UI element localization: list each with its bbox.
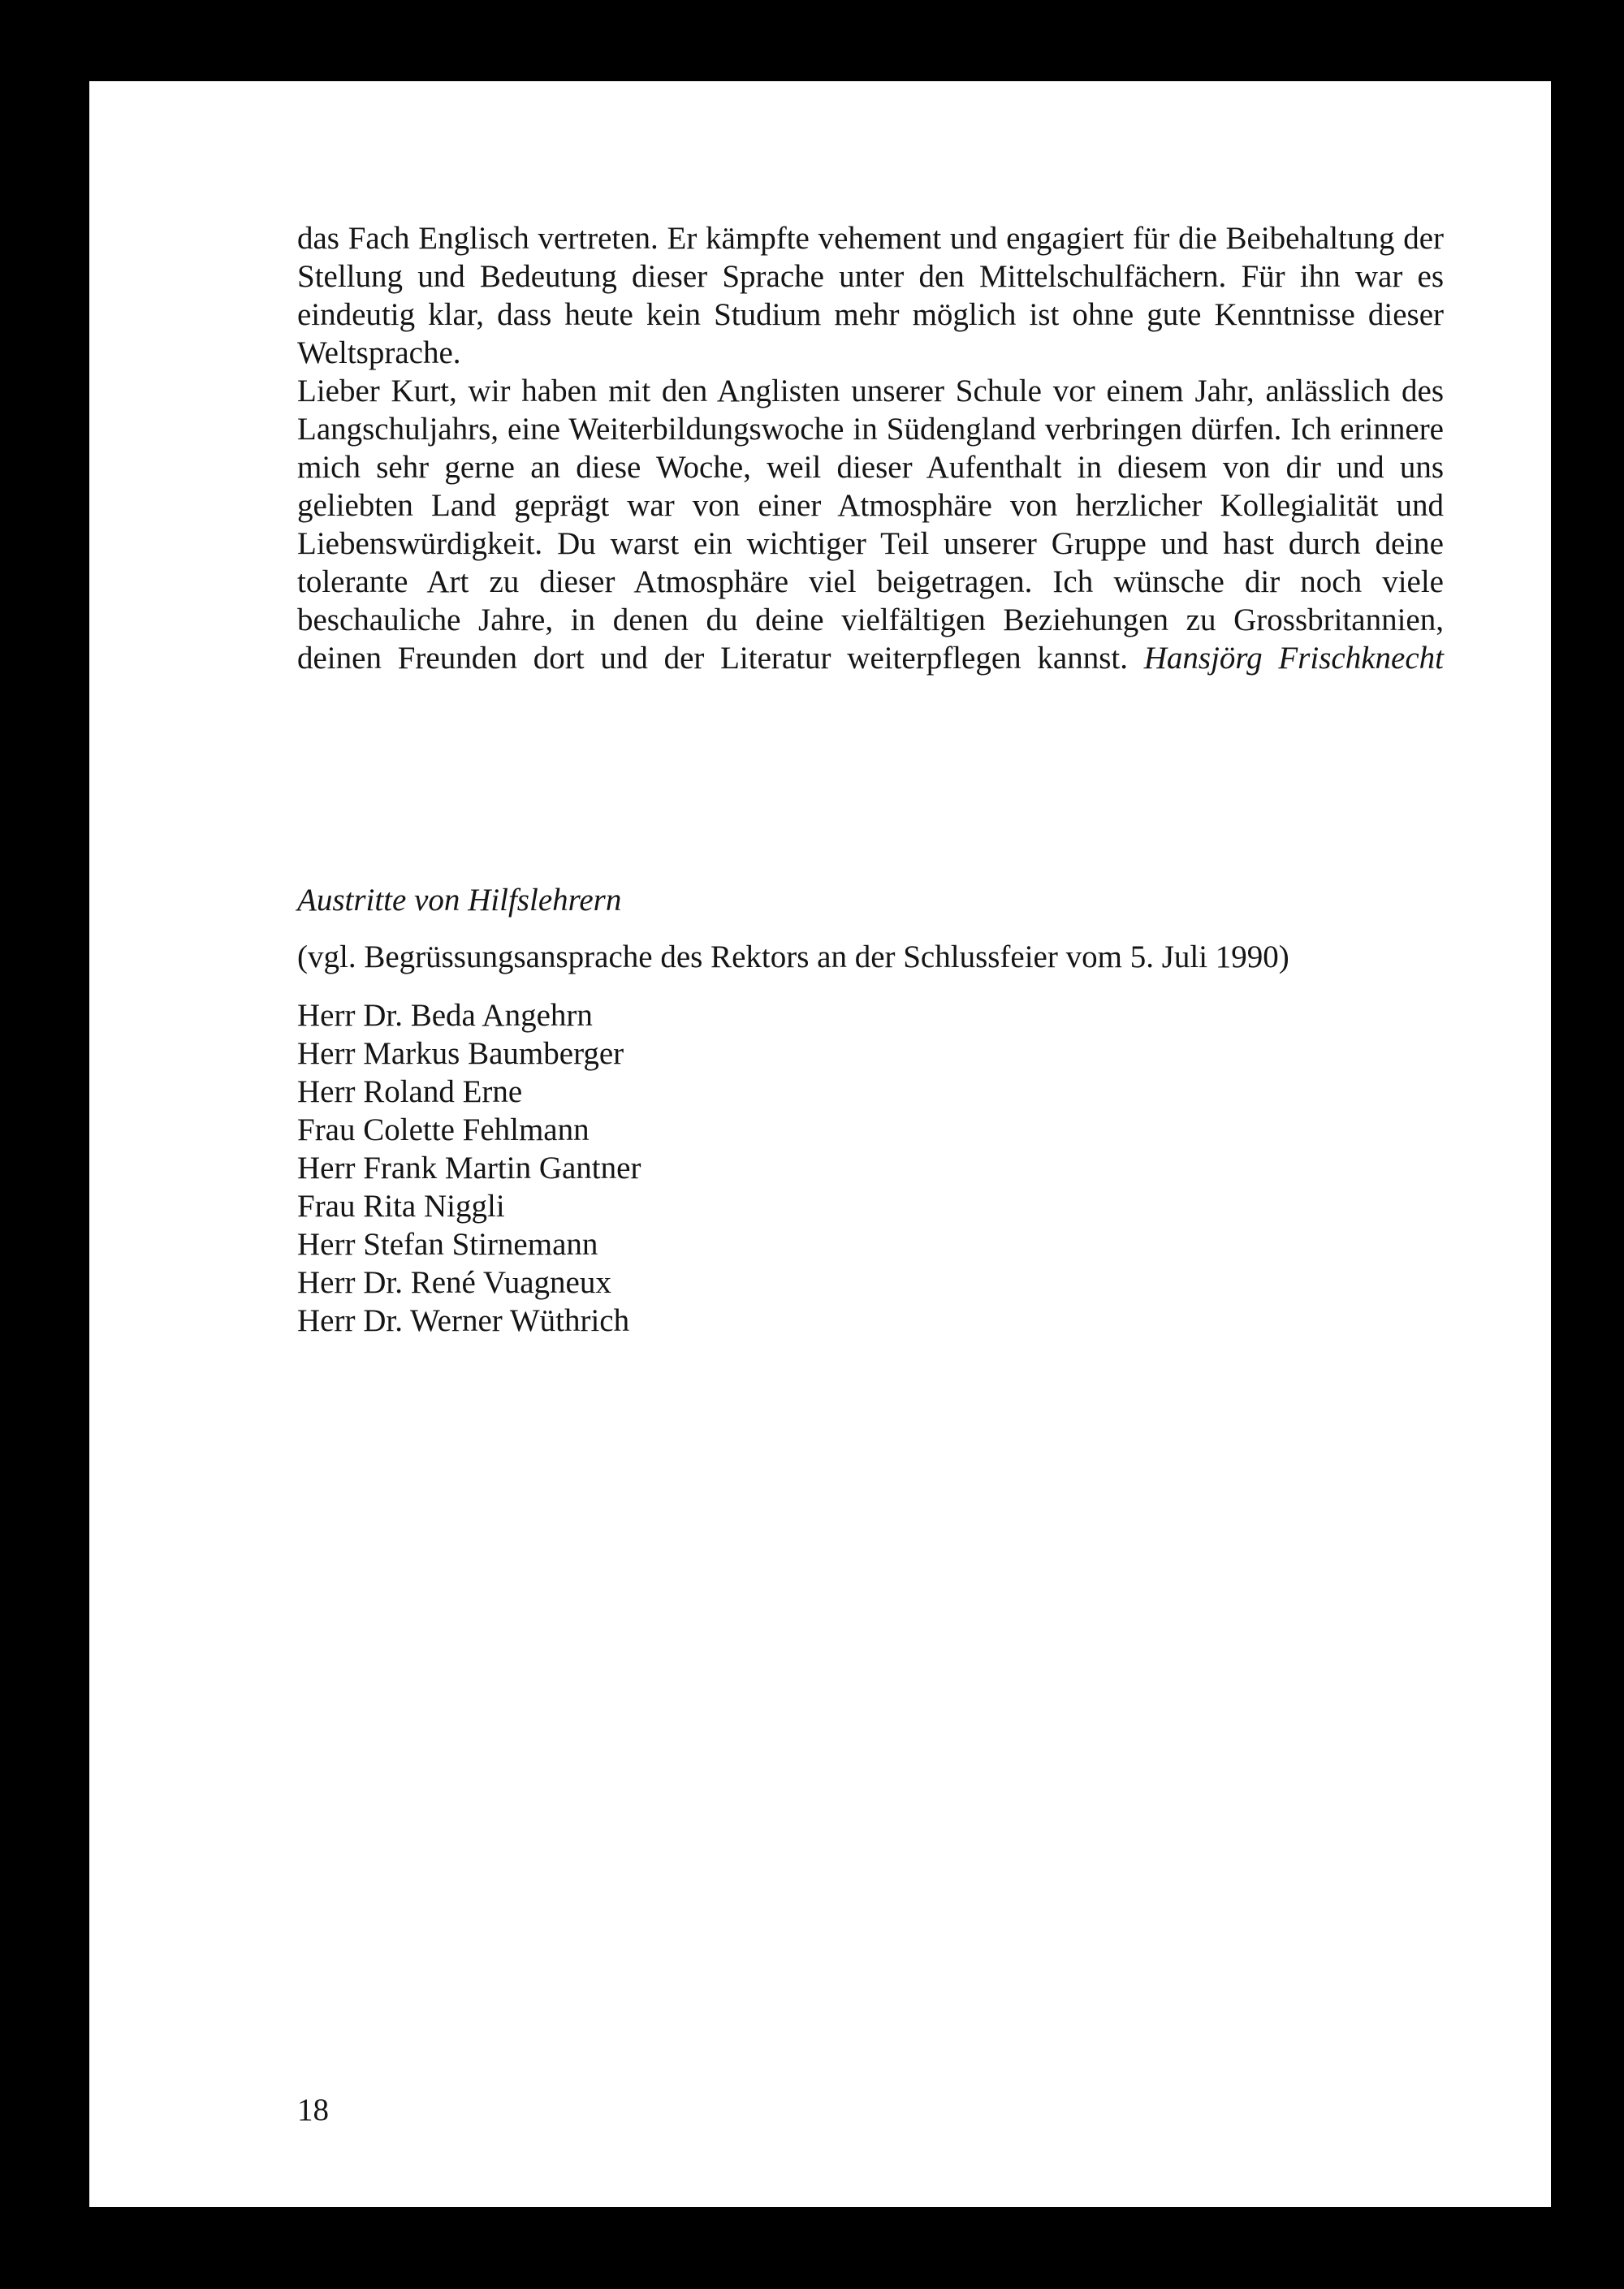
names-list [297, 996, 641, 1340]
list-item: Herr Dr. René Vuagneux [297, 1265, 611, 1300]
page-number: 18 [297, 2092, 329, 2127]
body-text [297, 219, 1444, 677]
paragraph-2 [297, 372, 1444, 677]
section-heading: Austritte von Hilfslehrern [297, 883, 622, 918]
paragraph-2-text: Lieber Kurt, wir haben mit den Anglisten unserer Schule vor einem Jahr, anlässlich des Langschuljahrs, eine Weiterbildungswoche in Südengland verbringen dürfen. Ich erinnere mich sehr gerne an diese Woche, weil dieser Aufenthalt in diesem von dir und uns geliebten Land geprägt war von einer Atmosphäre von herzlicher Kollegialität und Liebenswürdigkeit. Du warst ein wichtiger Teil unserer Gruppe und hast durch deine tolerante Art zu dieser Atmosphäre viel beigetragen. Ich wünsche dir noch viele beschauliche Jahre, in denen du deine vielfältigen Beziehungen zu Grossbritannien, deinen Freunden dort und der Literatur weiterpflegen kannst. [297, 374, 1444, 676]
paragraph-1: das Fach Englisch vertreten. Er kämpfte vehement und engagiert für die Beibehaltung der Stellung und Bedeutung dieser Sprache unter den Mittelschulfächern. Für ihn war es eindeutig klar, dass heute kein Studium mehr möglich ist ohne gute Kenntnisse dieser Weltsprache. [297, 221, 1444, 370]
signature: Hansjörg Frischknecht [1143, 641, 1444, 676]
list-item: Frau Rita Niggli [297, 1189, 505, 1224]
list-item: Herr Dr. Beda Angehrn [297, 998, 593, 1033]
list-item: Herr Dr. Werner Wüthrich [297, 1303, 630, 1338]
document-page [89, 81, 1551, 2207]
list-item: Frau Colette Fehlmann [297, 1112, 590, 1147]
list-item: Herr Frank Martin Gantner [297, 1151, 641, 1186]
list-item: Herr Roland Erne [297, 1074, 523, 1109]
list-item: Herr Stefan Stirnemann [297, 1227, 598, 1262]
list-item: Herr Markus Baumberger [297, 1036, 624, 1071]
section-reference: (vgl. Begrüssungsansprache des Rektors an der Schlussfeier vom 5. Juli 1990) [297, 939, 1289, 974]
